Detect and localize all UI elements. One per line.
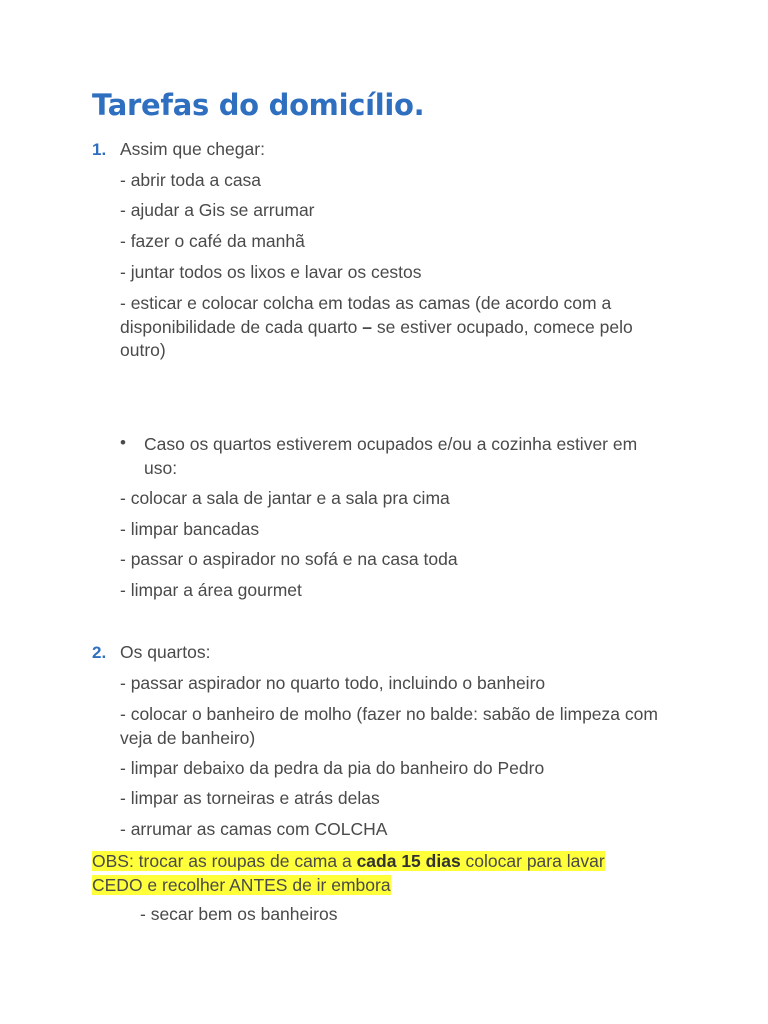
list-item: - passar aspirador no quarto todo, incluindo o banheiro [120, 673, 546, 693]
list-item: - limpar as torneiras e atrás delas [120, 788, 380, 808]
list-item: - colocar a sala de jantar e a sala pra cima [120, 488, 450, 508]
list-item: - passar o aspirador no sofá e na casa toda [120, 549, 458, 569]
list-item: - juntar todos os lixos e lavar os cestos [120, 262, 422, 282]
section-1-heading: Assim que chegar: [120, 139, 265, 159]
bullet-text: Caso os quartos estiverem ocupados e/ou a cozinha estiver em uso: [144, 434, 638, 478]
list-item: - limpar debaixo da pedra da pia do banheiro do Pedro [120, 758, 545, 778]
long-item-text-a: - esticar e colocar colcha em todas as camas (de acordo com a disponibilidade de cada quarto [120, 293, 612, 337]
obs-part-2: colocar para lavar CEDO e recolher ANTES de ir embora [92, 851, 605, 895]
list-item-long [120, 292, 670, 363]
obs-part-1: OBS: trocar as roupas de cama a [92, 851, 357, 871]
section-2-heading: Os quartos: [120, 642, 211, 662]
obs-bold: cada 15 dias [356, 851, 461, 871]
bullet-icon: • [120, 433, 126, 452]
list-item: - limpar bancadas [120, 519, 260, 539]
list-item: - secar bem os banheiros [140, 904, 338, 924]
list-item: - ajudar a Gis se arrumar [120, 200, 315, 220]
list-item: - fazer o café da manhã [120, 231, 305, 251]
section-1-number: 1. [92, 140, 107, 159]
long-item-dash: – [362, 316, 372, 337]
list-item: - limpar a área gourmet [120, 580, 302, 600]
section-2-number: 2. [92, 643, 107, 662]
list-item: - arrumar as camas com COLCHA [120, 819, 388, 839]
obs-note [92, 850, 652, 897]
long-item-text-b: se estiver ocupado, comece pelo outro) [120, 316, 633, 360]
page-title: Tarefas do domicílio. [92, 88, 425, 122]
list-item: - colocar o banheiro de molho (fazer no balde: sabão de limpeza com veja de banheiro) [120, 704, 658, 748]
list-item: - abrir toda a casa [120, 170, 262, 190]
